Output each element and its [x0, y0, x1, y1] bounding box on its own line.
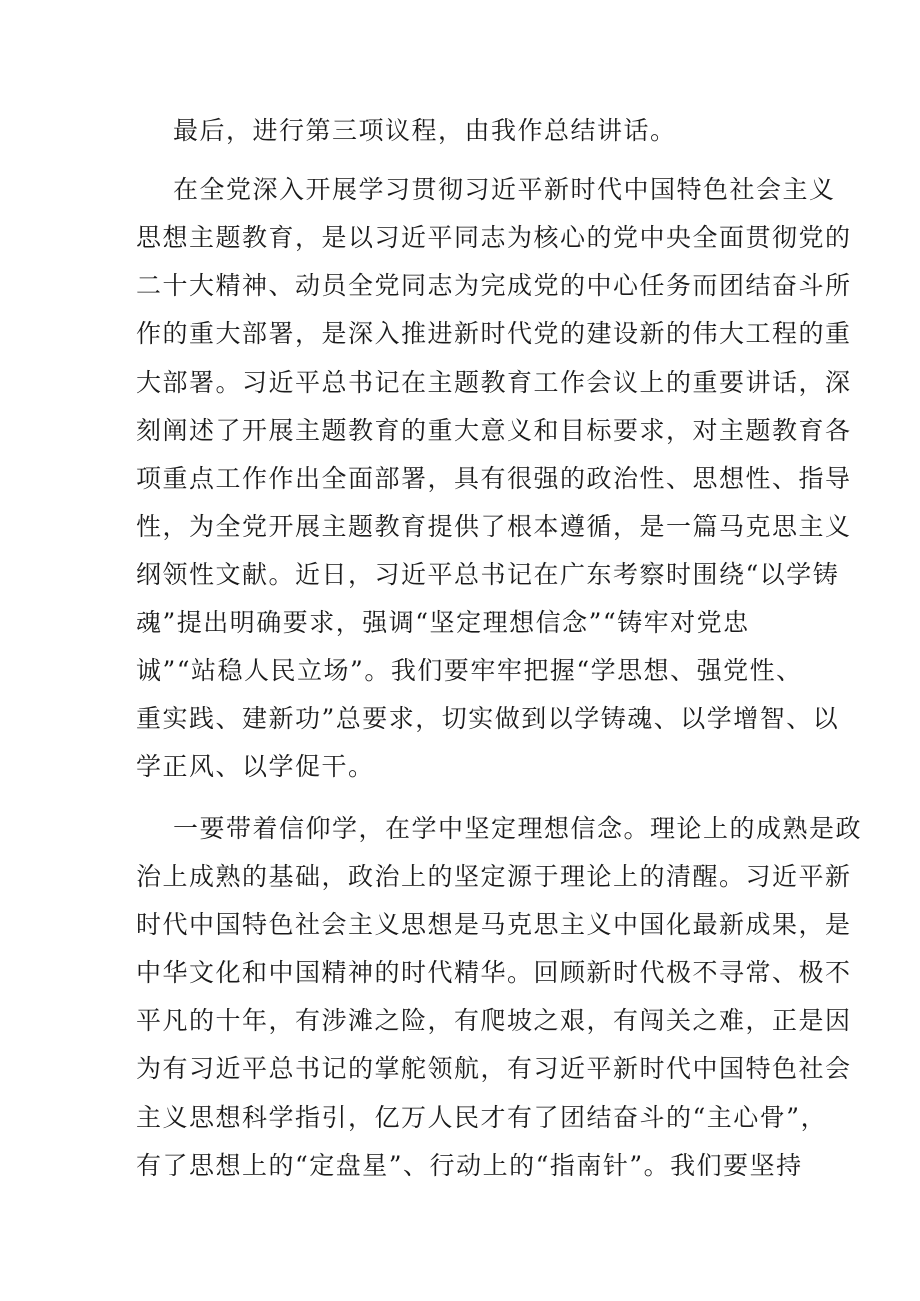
paragraph-3-line-5: 平凡的十年，有涉滩之险，有爬坡之艰，有闯关之难，正是因	[136, 1006, 852, 1035]
paragraph-3-line-4: 中华文化和中国精神的时代精华。回顾新时代极不寻常、极不	[136, 958, 852, 987]
paragraph-2-line-1: 在全党深入开展学习贯彻习近平新时代中国特色社会主义	[173, 175, 836, 204]
paragraph-3-line-1: 一要带着信仰学，在学中坚定理想信念。理论上的成熟是政	[173, 814, 863, 843]
paragraph-2-line-9: 纲领性文献。近日，习近平总书记在广东考察时围绕“以学铸	[136, 560, 840, 589]
paragraph-3-line-3: 时代中国特色社会主义思想是马克思主义中国化最新成果，是	[136, 910, 852, 939]
paragraph-2-line-13: 学正风、以学促干。	[136, 752, 375, 781]
paragraph-3-line-2: 治上成熟的基础，政治上的坚定源于理论上的清醒。习近平新	[136, 862, 852, 891]
paragraph-2-line-10: 魂”提出明确要求，强调“坚定理想信念”“铸牢对党忠	[136, 608, 750, 637]
paragraph-1-line-1: 最后，进行第三项议程，由我作总结讲话。	[173, 116, 677, 145]
paragraph-2-line-8: 性，为全党开展主题教育提供了根本遵循，是一篇马克思主义	[136, 512, 852, 541]
paragraph-3-line-6: 为有习近平总书记的掌舵领航，有习近平新时代中国特色社会	[136, 1054, 852, 1083]
paragraph-3-line-7: 主义思想科学指引，亿万人民才有了团结奋斗的“主心骨”，	[136, 1103, 828, 1132]
paragraph-2-line-12: 重实践、建新功”总要求，切实做到以学铸魂、以学增智、以	[136, 704, 840, 733]
paragraph-2-line-3: 二十大精神、动员全党同志为完成党的中心任务而团结奋斗所	[136, 271, 852, 300]
paragraph-2-line-4: 作的重大部署，是深入推进新时代党的建设新的伟大工程的重	[136, 319, 852, 348]
paragraph-3-line-8: 有了思想上的“定盘星”、行动上的“指南针”。我们要坚持	[136, 1151, 803, 1180]
paragraph-2-line-7: 项重点工作作出全面部署，具有很强的政治性、思想性、指导	[136, 464, 852, 493]
paragraph-2-line-2: 思想主题教育，是以习近平同志为核心的党中央全面贯彻党的	[136, 223, 852, 252]
paragraph-2-line-5: 大部署。习近平总书记在主题教育工作会议上的重要讲话，深	[136, 368, 852, 397]
paragraph-2-line-6: 刻阐述了开展主题教育的重大意义和目标要求，对主题教育各	[136, 416, 852, 445]
paragraph-2-line-11: 诚”“站稳人民立场”。我们要牢牢把握“学思想、强党性、	[136, 656, 803, 685]
